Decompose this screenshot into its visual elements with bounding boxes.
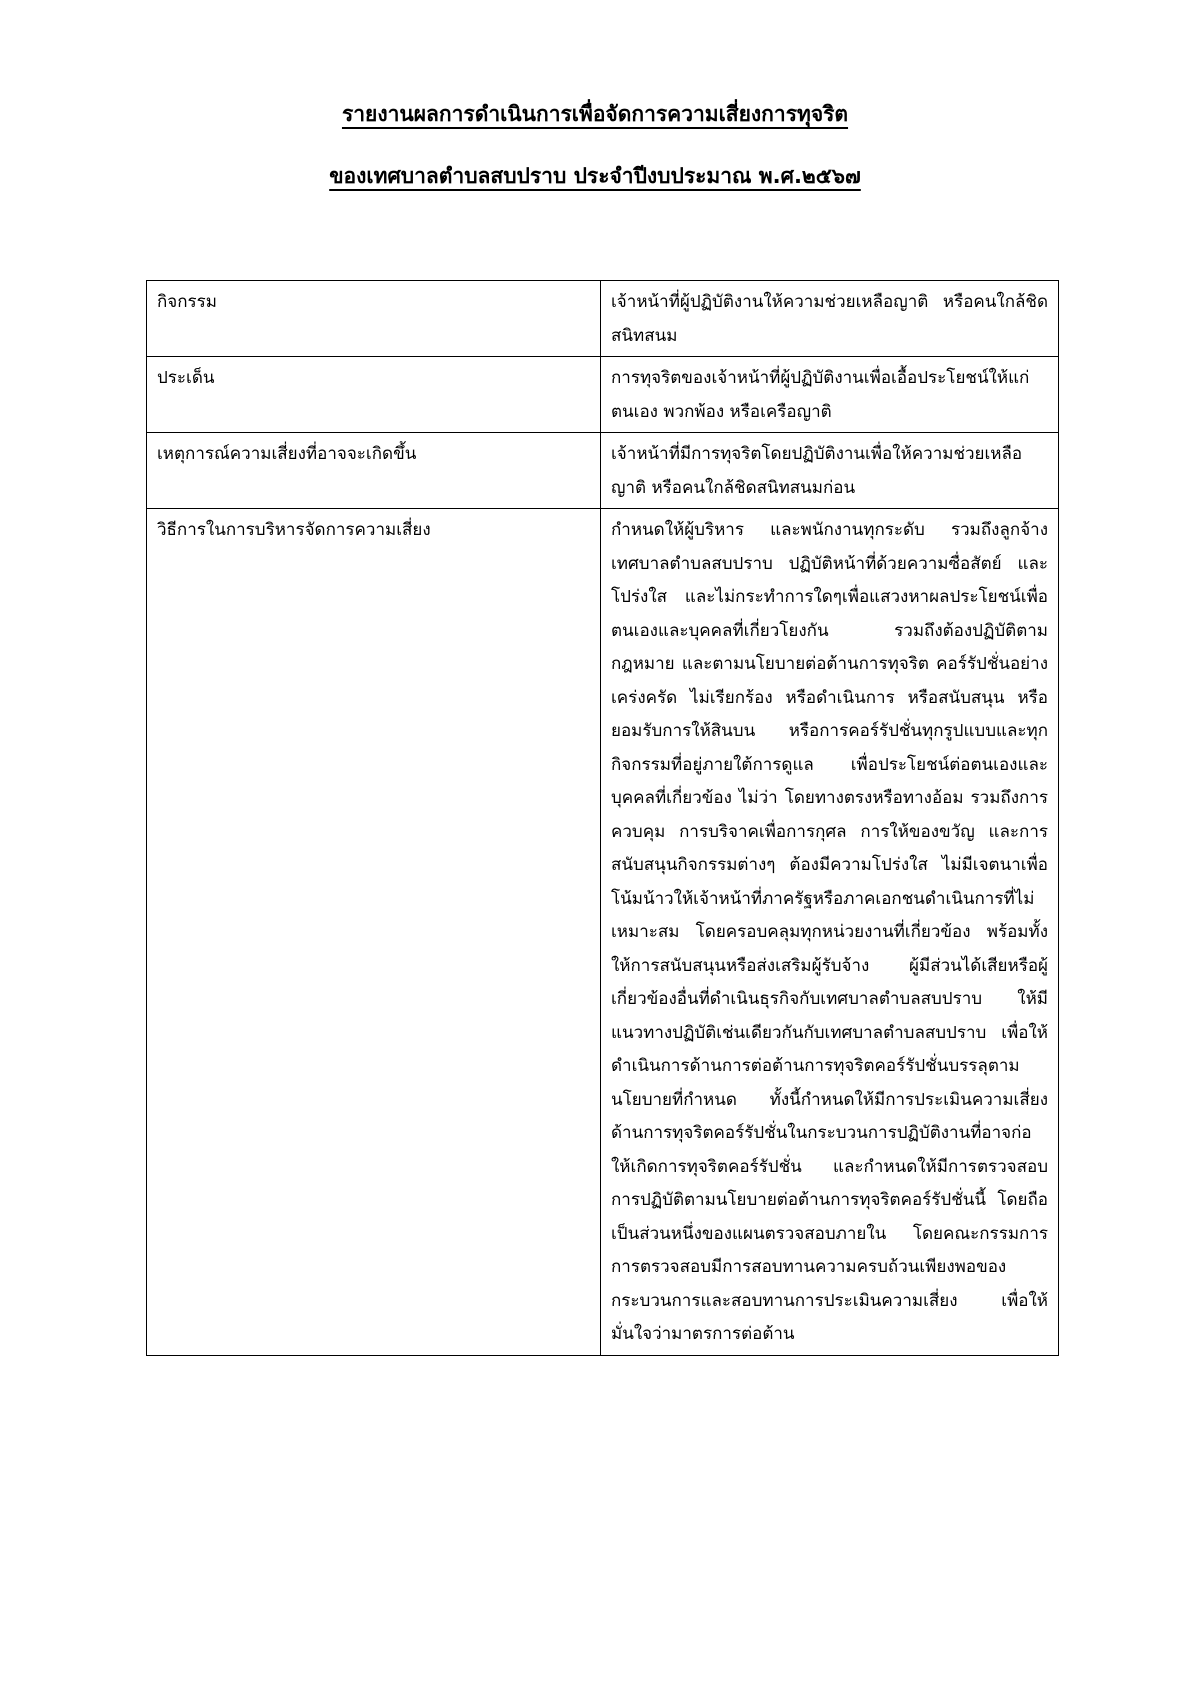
document-title-line-2: ของเทศบาลตำบลสบปราบ ประจำปีงบประมาณ พ.ศ.๒๕๖๗ (329, 164, 861, 188)
table-row-risk-event (147, 433, 1059, 509)
row-label-issue: ประเด็น (147, 357, 601, 433)
row-label-risk-management: วิธีการในการบริหารจัดการความเสี่ยง (147, 509, 601, 1356)
document-title-line-1: รายงานผลการดำเนินการเพื่อจัดการความเสี่ยงการทุจริต (341, 102, 849, 126)
row-value-risk-management: กำหนดให้ผู้บริหาร และพนักงานทุกระดับ รวมถึงลูกจ้าง เทศบาลตำบลสบปราบ ปฏิบัติหน้าที่ด้วยความซื่อสัตย์ และโปร่งใส และไม่กระทำการใดๆเพื่อแสวงหาผลประโยชน์เพื่อตนเองและบุคคลที่เกี่ยวโยงกัน รวมถึงต้องปฏิบัติตามกฎหมาย และตามนโยบายต่อต้านการทุจริต คอร์รัปชั่นอย่างเคร่งครัด ไม่เรียกร้อง หรือดำเนินการ หรือสนับสนุน หรือยอมรับการให้สินบน หรือการคอร์รัปชั่นทุกรูปแบบและทุกกิจกรรมที่อยู่ภายใต้การดูแล เพื่อประโยชน์ต่อตนเองและบุคคลที่เกี่ยวข้อง ไม่ว่า โดยทางตรงหรือทางอ้อม รวมถึงการควบคุม การบริจาคเพื่อการกุศล การให้ของขวัญ และการสนับสนุนกิจกรรมต่างๆ ต้องมีความโปร่งใส ไม่มีเจตนาเพื่อโน้มน้าวให้เจ้าหน้าที่ภาครัฐหรือภาคเอกชนดำเนินการที่ไม่เหมาะสม โดยครอบคลุมทุกหน่วยงานที่เกี่ยวข้อง พร้อมทั้งให้การสนับสนุนหรือส่งเสริมผู้รับจ้าง ผู้มีส่วนได้เสียหรือผู้เกี่ยวข้องอื่นที่ดำเนินธุรกิจกับเทศบาลตำบลสบปราบ ให้มีแนวทางปฏิบัติเช่นเดียวกันกับเทศบาลตำบลสบปราบ เพื่อให้ดำเนินการด้านการต่อต้านการทุจริตคอร์รัปชั่นบรรลุตามนโยบายที่กำหนด ทั้งนี้กำหนดให้มีการประเมินความเสี่ยงด้านการทุจริตคอร์รัปชั่นในกระบวนการปฏิบัติงานที่อาจก่อให้เกิดการทุจริตคอร์รัปชั่น และกำหนดให้มีการตรวจสอบการปฏิบัติตามนโยบายต่อต้านการทุจริตคอร์รัปชั่นนี้ โดยถือเป็นส่วนหนึ่งของแผนตรวจสอบภายใน โดยคณะกรรมการการตรวจสอบมีการสอบทานความครบถ้วนเพียงพอของกระบวนการและสอบทานการประเมินความเสี่ยง เพื่อให้มั่นใจว่ามาตรการต่อต้าน (601, 509, 1059, 1356)
table-row-issue (147, 357, 1059, 433)
risk-report-table (146, 280, 1059, 1356)
table-row-activity (147, 281, 1059, 357)
row-value-activity: เจ้าหน้าที่ผู้ปฏิบัติงานให้ความช่วยเหลือญาติ หรือคนใกล้ชิดสนิทสนม (601, 281, 1059, 357)
row-value-risk-event: เจ้าหน้าที่มีการทุจริตโดยปฏิบัติงานเพื่อให้ความช่วยเหลือญาติ หรือคนใกล้ชิดสนิทสนมก่อน (601, 433, 1059, 509)
row-value-issue: การทุจริตของเจ้าหน้าที่ผู้ปฏิบัติงานเพื่อเอื้อประโยชน์ให้แก่ตนเอง พวกพ้อง หรือเครือญาติ (601, 357, 1059, 433)
row-label-activity: กิจกรรม (147, 281, 601, 357)
table-row-risk-management (147, 509, 1059, 1356)
row-label-risk-event: เหตุการณ์ความเสี่ยงที่อาจจะเกิดขึ้น (147, 433, 601, 509)
